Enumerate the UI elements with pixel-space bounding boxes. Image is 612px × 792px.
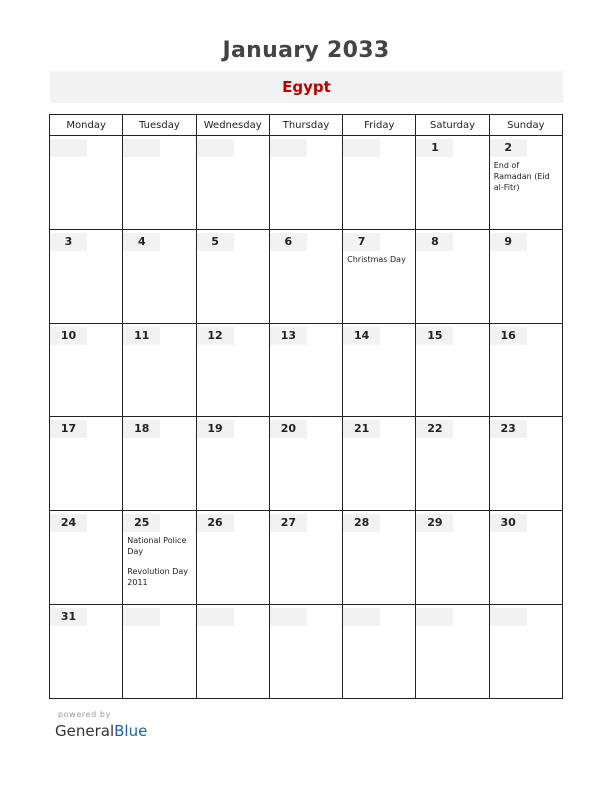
day-number: 17 [50, 420, 87, 438]
day-number: 30 [490, 514, 527, 532]
day-number: 3 [50, 233, 87, 251]
day-cell [489, 229, 562, 323]
day-number: 18 [123, 420, 160, 438]
holiday-label: National Police Day [127, 536, 187, 557]
day-number: 8 [416, 233, 453, 251]
day-number [197, 139, 234, 157]
day-cell [343, 417, 416, 511]
day-number: 19 [197, 420, 234, 438]
powered-by-text: powered by [58, 710, 111, 719]
country-label: Egypt [50, 71, 563, 103]
week-row [50, 136, 563, 230]
day-number: 26 [197, 514, 234, 532]
weekday-header-row [50, 115, 563, 136]
week-row [50, 229, 563, 323]
day-number: 29 [416, 514, 453, 532]
day-number: 14 [343, 327, 380, 345]
week-row [50, 511, 563, 605]
day-number: 5 [197, 233, 234, 251]
day-number: 4 [123, 233, 160, 251]
day-cell [50, 229, 123, 323]
day-cell [123, 605, 196, 699]
weekday-header: Tuesday [123, 115, 196, 136]
day-number: 12 [197, 327, 234, 345]
day-cell [343, 605, 416, 699]
day-number [50, 139, 87, 157]
day-number: 2 [490, 139, 527, 157]
day-number: 27 [270, 514, 307, 532]
day-cell [489, 511, 562, 605]
day-number: 1 [416, 139, 453, 157]
weekday-header: Monday [50, 115, 123, 136]
brand-name-blue: Blue [114, 722, 148, 740]
day-number: 9 [490, 233, 527, 251]
day-number: 31 [50, 608, 87, 626]
day-number [123, 139, 160, 157]
day-cell [196, 511, 269, 605]
day-cell [196, 605, 269, 699]
day-number: 22 [416, 420, 453, 438]
day-cell [50, 136, 123, 230]
day-cell [269, 136, 342, 230]
day-cell [123, 136, 196, 230]
week-row [50, 605, 563, 699]
day-number: 24 [50, 514, 87, 532]
day-cell [489, 605, 562, 699]
weekday-header: Saturday [416, 115, 489, 136]
day-number: 6 [270, 233, 307, 251]
day-number: 7 [343, 233, 380, 251]
day-number: 28 [343, 514, 380, 532]
day-cell [50, 417, 123, 511]
day-cell [489, 323, 562, 417]
holiday-label: End of Ramadan (Eid al-Fitr) [493, 161, 550, 192]
day-number: 16 [490, 327, 527, 345]
day-cell [269, 323, 342, 417]
day-cell [123, 323, 196, 417]
day-cell [269, 229, 342, 323]
day-cell [343, 323, 416, 417]
day-number [123, 608, 160, 626]
day-cell [196, 229, 269, 323]
day-cell [343, 229, 416, 323]
calendar-title: January 2033 [222, 38, 390, 63]
day-cell [416, 229, 489, 323]
day-cell [416, 417, 489, 511]
day-cell [50, 511, 123, 605]
day-cell [123, 229, 196, 323]
day-cell [343, 136, 416, 230]
day-number: 11 [123, 327, 160, 345]
day-cell [269, 417, 342, 511]
day-cell [416, 605, 489, 699]
day-number: 10 [50, 327, 87, 345]
day-cell [489, 136, 562, 230]
weekday-header: Wednesday [196, 115, 269, 136]
day-cell [196, 417, 269, 511]
brand-logo[interactable] [55, 722, 147, 740]
week-row [50, 323, 563, 417]
day-number [270, 139, 307, 157]
day-number: 25 [123, 514, 160, 532]
day-cell [489, 417, 562, 511]
day-number [416, 608, 453, 626]
day-number: 13 [270, 327, 307, 345]
day-number: 23 [490, 420, 527, 438]
calendar-grid [49, 114, 563, 699]
day-cell [50, 605, 123, 699]
day-cell [416, 511, 489, 605]
week-row [50, 417, 563, 511]
day-cell [269, 511, 342, 605]
day-cell [196, 136, 269, 230]
day-number [197, 608, 234, 626]
holiday-label: Revolution Day 2011 [127, 567, 188, 588]
weekday-header: Thursday [269, 115, 342, 136]
day-number [343, 608, 380, 626]
day-number: 20 [270, 420, 307, 438]
day-cell [269, 605, 342, 699]
day-cell [416, 323, 489, 417]
day-number [270, 608, 307, 626]
day-cell [196, 323, 269, 417]
day-number: 15 [416, 327, 453, 345]
brand-name-general: General [55, 722, 115, 740]
holiday-label: Christmas Day [347, 254, 406, 264]
weekday-header: Friday [343, 115, 416, 136]
day-number [343, 139, 380, 157]
day-cell [416, 136, 489, 230]
day-cell [123, 417, 196, 511]
day-cell [343, 511, 416, 605]
day-cell [123, 511, 196, 605]
weekday-header: Sunday [489, 115, 562, 136]
day-number: 21 [343, 420, 380, 438]
day-number [490, 608, 527, 626]
day-cell [50, 323, 123, 417]
